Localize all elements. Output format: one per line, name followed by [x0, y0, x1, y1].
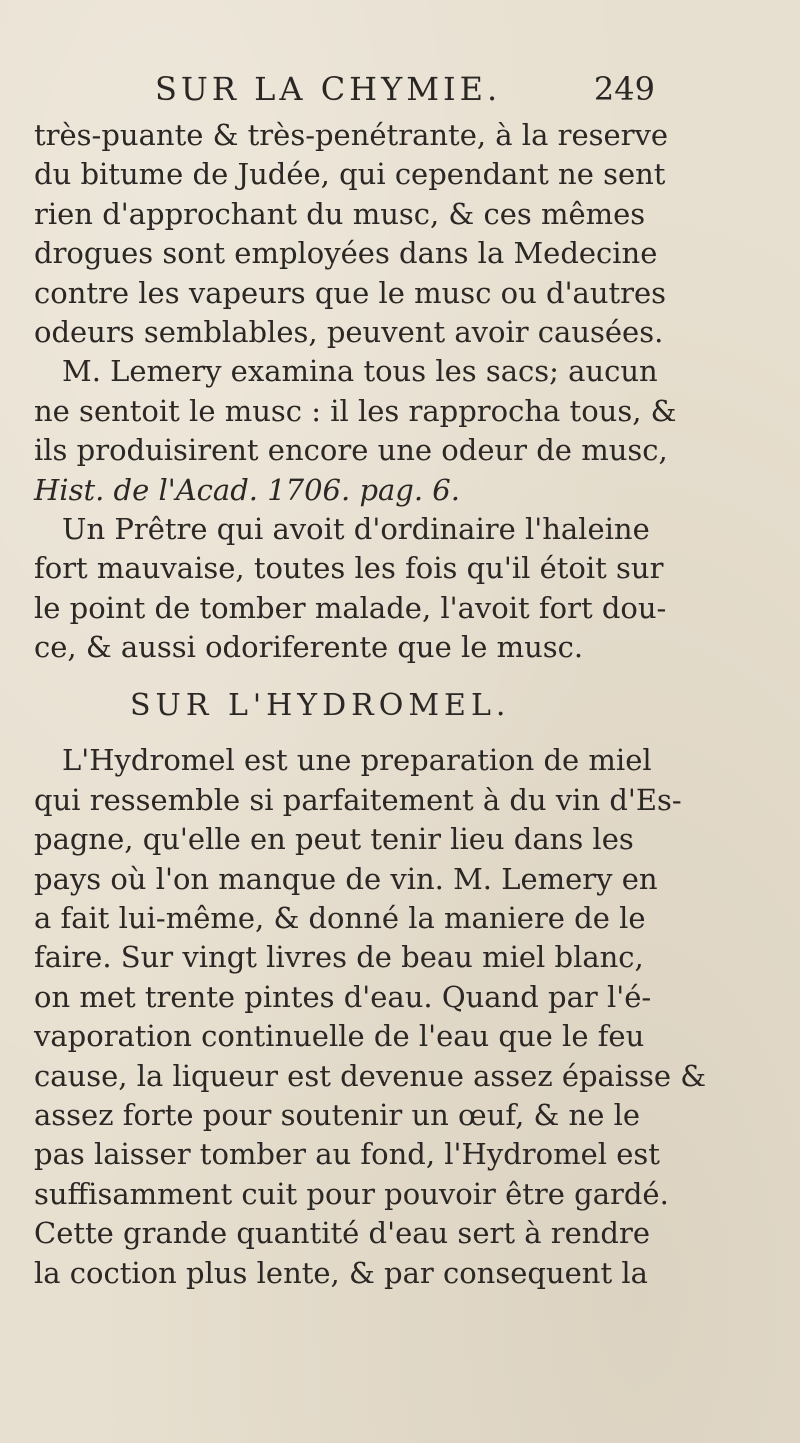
- text-line: contre les vapeurs que le musc ou d'autres: [34, 275, 667, 310]
- text-line: a fait lui-même, & donné la maniere de le: [34, 901, 646, 936]
- page-body: [34, 116, 774, 1293]
- paragraph-1: [34, 116, 774, 352]
- paragraph-4: [34, 741, 774, 1292]
- text-line: la coction plus lente, & par consequent la: [34, 1255, 648, 1290]
- page-header: [155, 70, 675, 118]
- citation-line: Hist. de l'Acad. 1706. pag. 6.: [34, 472, 460, 507]
- text-line: du bitume de Judée, qui cependant ne sent: [34, 157, 666, 192]
- text-line: pagne, qu'elle en peut tenir lieu dans les: [34, 822, 634, 857]
- text-line: pays où l'on manque de vin. M. Lemery en: [34, 861, 658, 896]
- text-line: fort mauvaise, toutes les fois qu'il étoit sur: [34, 551, 664, 586]
- text-line: ce, & aussi odoriferente que le musc.: [34, 630, 584, 665]
- text-line: L'Hydromel est une preparation de miel: [62, 743, 652, 778]
- text-line: qui ressemble si parfaitement à du vin d'Es-: [34, 782, 682, 817]
- text-line: ne sentoit le musc : il les rapprocha tous, &: [34, 393, 677, 428]
- section-heading: SUR L'HYDROMEL.: [130, 688, 511, 724]
- text-line: Un Prêtre qui avoit d'ordinaire l'haleine: [62, 511, 650, 546]
- text-line: assez forte pour soutenir un œuf, & ne le: [34, 1097, 641, 1132]
- text-line: on met trente pintes d'eau. Quand par l'é-: [34, 979, 652, 1014]
- text-line: Cette grande quantité d'eau sert à rendre: [34, 1216, 651, 1251]
- text-line: odeurs semblables, peuvent avoir causées.: [34, 314, 664, 349]
- text-line: drogues sont employées dans la Medecine: [34, 236, 658, 271]
- text-line: pas laisser tomber au fond, l'Hydromel est: [34, 1137, 660, 1172]
- paragraph-3: [34, 510, 774, 668]
- running-title: SUR LA CHYMIE.: [155, 70, 502, 108]
- text-line: suffisamment cuit pour pouvoir être gardé.: [34, 1176, 669, 1211]
- page-number: 249: [593, 70, 655, 108]
- paragraph-2: [34, 352, 774, 510]
- text-line: M. Lemery examina tous les sacs; aucun: [62, 354, 658, 389]
- text-line: cause, la liqueur est devenue assez épaisse &: [34, 1058, 707, 1093]
- text-line: ils produisirent encore une odeur de musc,: [34, 433, 668, 468]
- text-line: le point de tomber malade, l'avoit fort dou-: [34, 590, 667, 625]
- text-line: très-puante & très-penétrante, à la reserve: [34, 118, 669, 152]
- text-line: rien d'approchant du musc, & ces mêmes: [34, 196, 646, 231]
- text-line: vaporation continuelle de l'eau que le feu: [34, 1019, 645, 1054]
- text-line: faire. Sur vingt livres de beau miel blanc,: [34, 940, 644, 975]
